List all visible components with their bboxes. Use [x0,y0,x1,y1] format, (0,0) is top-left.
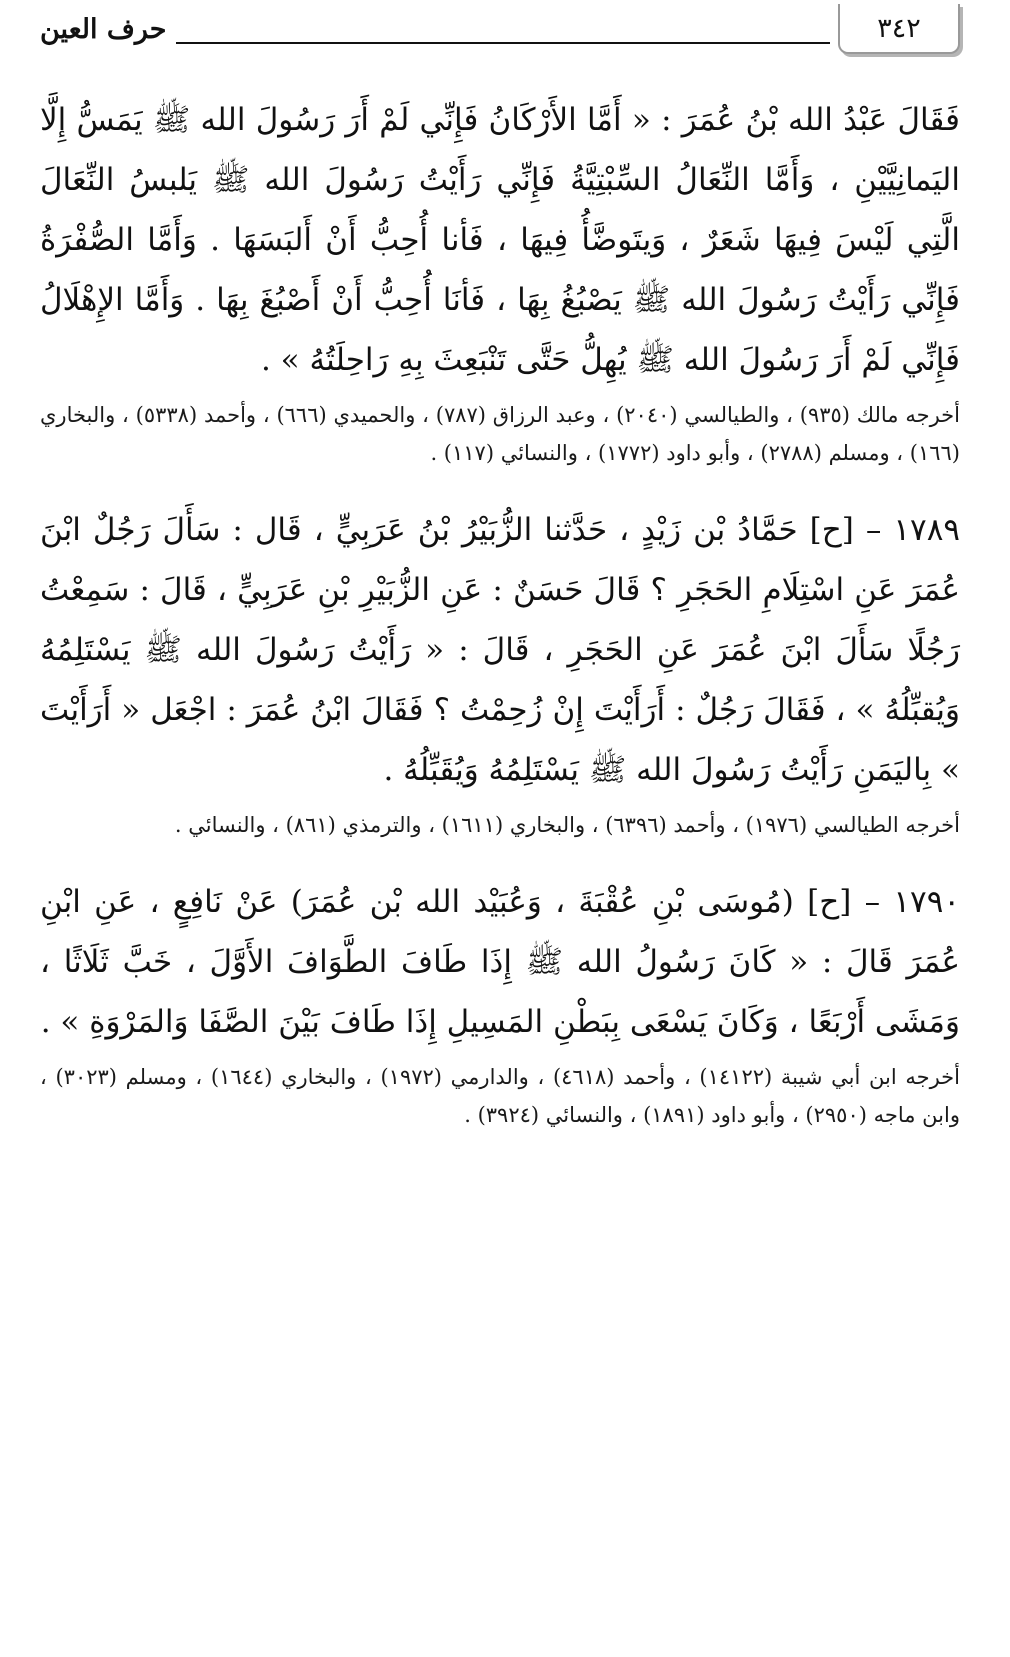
takhrij-note: أخرجه مالك (٩٣٥) ، والطيالسي (٢٠٤٠) ، وعبد الرزاق (٧٨٧) ، والحميدي (٦٦٦) ، وأحمد (٥٣٣٨) ، والبخاري (١٦٦) ، ومسلم (٢٧٨٨) ، وأبو داود (١٧٧٢) ، والنسائي (١١٧) . [40,403,960,465]
hadith-entry-continuation [40,90,960,472]
entry-separator [40,472,960,500]
takhrij-note: أخرجه الطيالسي (١٩٧٦) ، وأحمد (٦٣٩٦) ، والبخاري (١٦١١) ، والترمذي (٨٦١) ، والنسائي . [174,813,960,837]
entry-separator [40,844,960,872]
page-number [838,4,960,54]
hadith-text: فَقَالَ عَبْدُ الله بْنُ عُمَرَ : « أَمَّا الأَرْكَانُ فَإِنِّي لَمْ أَرَ رَسُولَ الله ﷺ يَمَسُّ إِلَّا اليَمانِيَّيْنِ ، وَأَمَّا النِّعَالُ السِّبْتِيَّةُ فَإِنِّي رَأَيْتُ رَسُولَ الله ﷺ يَلبسُ النِّعَالَ الَّتِي لَيْسَ فِيهَا شَعَرٌ ، وَيتَوضَّأُ فِيهَا ، فَأنا أُحِبُّ أَنْ أَلبَسَهَا . وَأَمَّا الصُّفْرَةُ فَإِنِّي رَأَيْتُ رَسُولَ الله ﷺ يَصْبُغُ بِهَا ، فَأنَا أُحِبُّ أَنْ أَصْبُغَ بِهَا . وَأَمَّا الإِهْلَالُ فَإِنِّي لَمْ أَرَ رَسُولَ الله ﷺ يُهِلُّ حَتَّى تَنْبَعِثَ بِهِ رَاحِلَتُهُ » . [40,102,960,378]
header-rule [176,42,830,44]
hadith-entry-1789 [40,500,960,844]
page-content [40,90,960,1134]
hadith-text: ١٧٩٠ – [ح] (مُوسَى بْنِ عُقْبَةَ ، وَعُبَيْد الله بْن عُمَرَ) عَنْ نَافِعٍ ، عَنِ ابْنِ عُمَرَ قَالَ : « كَانَ رَسُولُ الله ﷺ إِذَا طَافَ الطَّوَافَ الأَوَّلَ ، خَبَّ ثَلَاثًا ، وَمَشَى أَرْبَعًا ، وَكَانَ يَسْعَى بِبَطْنِ المَسِيلِ إِذَا طَافَ بَيْنَ الصَّفَا وَالمَرْوَةِ » . [40,884,960,1040]
takhrij-note: أخرجه ابن أبي شيبة (١٤١٢٢) ، وأحمد (٤٦١٨) ، والدارمي (١٩٧٢) ، والبخاري (١٦٤٤) ، ومسلم (٣٠٢٣) ، وابن ماجه (٢٩٥٠) ، وأبو داود (١٨٩١) ، والنسائي (٣٩٢٤) . [40,1065,960,1127]
hadith-text: ١٧٨٩ – [ح] حَمَّادُ بْن زَيْدٍ ، حَدَّثنا الزُّبَيْرُ بْنُ عَرَبِيٍّ ، قَال : سَأَلَ رَجُلٌ ابْنَ عُمَرَ عَنِ اسْتِلَامِ الحَجَرِ ؟ قَالَ حَسَنٌ : عَنِ الزُّبَيْرِ بْنِ عَرَبِيٍّ ، قَالَ : سَمِعْتُ رَجُلًا سَأَلَ ابْنَ عُمَرَ عَنِ الحَجَرِ ، قَالَ : « رَأَيْتُ رَسُولَ الله ﷺ يَسْتَلِمُهُ وَيُقبِّلُهُ » ، فَقَالَ رَجُلٌ : أَرَأَيْتَ إِنْ زُحِمْتُ ؟ فَقَالَ ابْنُ عُمَرَ : اجْعَل « أَرَأَيْتَ » بِاليَمَنِ رَأَيْتُ رَسُولَ الله ﷺ يَسْتَلِمُهُ وَيُقَبِّلُهُ . [40,512,960,788]
hadith-entry-1790 [40,872,960,1134]
page-number-text: ٣٤٢ [877,12,921,44]
section-title: حرف العين [40,14,167,45]
